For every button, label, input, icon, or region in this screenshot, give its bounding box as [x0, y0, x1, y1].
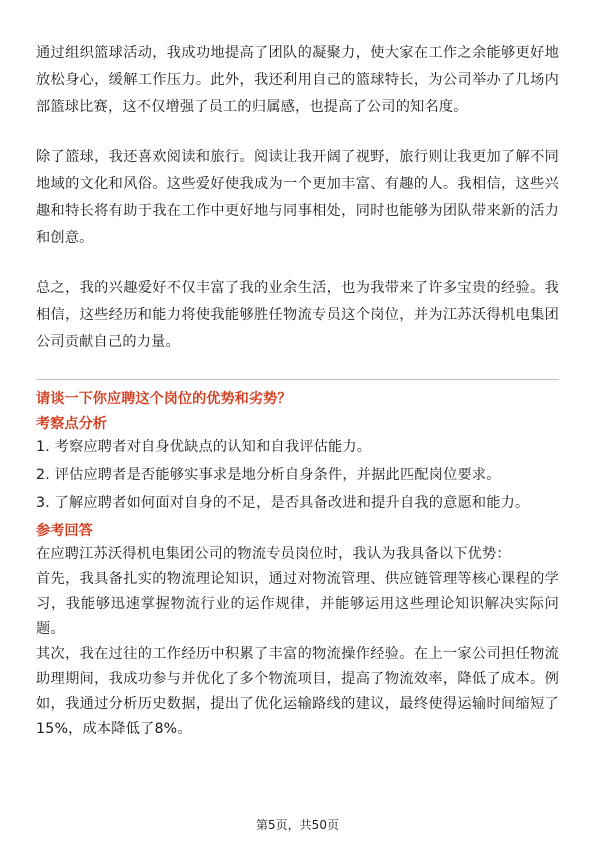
answer-body	[36, 542, 559, 742]
answer-heading: 参考回答	[36, 523, 93, 539]
analysis-heading: 考察点分析	[36, 416, 107, 432]
answer-paragraph-1: 在应聘江苏沃得机电集团公司的物流专员岗位时，我认为我具备以下优势：	[36, 546, 511, 562]
analysis-item-3: 3. 了解应聘者如何面对自身的不足，是否具备改进和提升自我的意愿和能力。	[36, 495, 530, 511]
intro-paragraph-2: 除了篮球，我还喜欢阅读和旅行。阅读让我开阔了视野，旅行则让我更加了解不同地域的文化和风俗。这些爱好使我成为一个更加丰富、有趣的人。我相信，这些兴趣和特长将有助于我在工作中更好地与同事相处，同时也能够为团队带来新的活力和创意。	[36, 149, 559, 246]
analysis-item-1: 1. 考察应聘者对自身优缺点的认知和自我评估能力。	[36, 439, 372, 455]
page-content	[36, 40, 559, 743]
intro-paragraph-1: 通过组织篮球活动，我成功地提高了团队的凝聚力，使大家在工作之余能够更好地放松身心，缓解工作压力。此外，我还利用自己的篮球特长，为公司举办了几场内部篮球比赛，这不仅增强了员工的归属感，也提高了公司的知名度。	[36, 45, 559, 115]
section-divider	[36, 379, 559, 380]
answer-paragraph-2: 首先，我具备扎实的物流理论知识，通过对物流管理、供应链管理等核心课程的学习，我能够迅速掌握物流行业的运作规律，并能够运用这些理论知识解决实际问题。	[36, 571, 559, 637]
interview-question: 请谈一下你应聘这个岗位的优势和劣势？	[36, 391, 292, 407]
analysis-item-2: 2. 评估应聘者是否能够实事求是地分析自身条件，并据此匹配岗位要求。	[36, 467, 501, 483]
answer-paragraph-3: 其次，我在过往的工作经历中积累了丰富的物流操作经验。在上一家公司担任物流助理期间，我成功参与并优化了多个物流项目，提高了物流效率，降低了成本。例如，我通过分析历史数据，提出了优化运输路线的建议，最终使得运输时间缩短了15%，成本降低了8%。	[36, 646, 559, 737]
intro-paragraph-3: 总之，我的兴趣爱好不仅丰富了我的业余生活，也为我带来了许多宝贵的经验。我相信，这些经历和能力将使我能够胜任物流专员这个岗位，并为江苏沃得机电集团公司贡献自己的力量。	[36, 280, 559, 350]
page-number: 第5页，共50页	[256, 818, 339, 832]
analysis-list	[36, 435, 559, 516]
